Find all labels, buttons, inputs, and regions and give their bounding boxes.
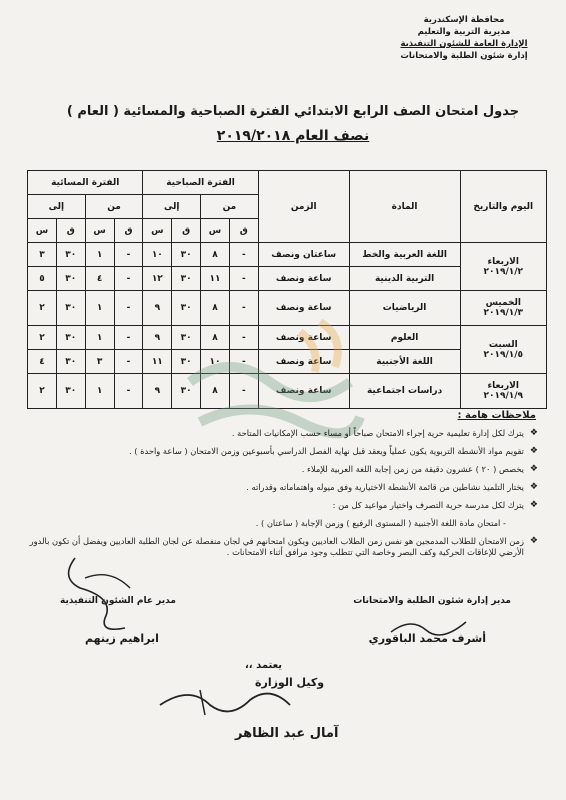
morning-to-hour: ١٢ <box>143 267 172 291</box>
ministry-header <box>384 14 544 62</box>
dash-bullet-icon: - <box>500 518 506 528</box>
header-line: إدارة شئون الطلبة والامتحانات <box>400 51 528 61</box>
header-hour: س <box>28 219 57 243</box>
note-text: يختار التلميذ نشاطين من قائمة الأنشطة الاختيارية وفق ميوله واهتماماته وقدراته . <box>246 482 524 492</box>
morning-from-hour: ٨ <box>201 374 230 409</box>
morning-to-min: ٣٠ <box>172 243 201 267</box>
day-date-cell <box>460 291 546 326</box>
note-text: يترك لكل مدرسة حرية التصرف واختيار مواعيد كل من : <box>332 500 524 510</box>
morning-to-min: ٣٠ <box>172 350 201 374</box>
diamond-bullet-icon: ❖ <box>529 446 538 456</box>
right-signer-name: أشرف محمد الباقوري <box>368 632 486 645</box>
evening-to-min: ٣٠ <box>56 267 85 291</box>
header-line: محافظة الإسكندرية <box>423 15 505 25</box>
morning-to-min: ٣٠ <box>172 267 201 291</box>
evening-from-min: - <box>114 374 143 409</box>
morning-from-min: - <box>229 243 258 267</box>
evening-from-hour: ٣ <box>85 350 114 374</box>
morning-from-hour: ١١ <box>201 267 230 291</box>
day-name: الاربعاء <box>487 381 519 391</box>
header-subject: المادة <box>349 171 460 243</box>
note-item <box>28 500 538 511</box>
morning-to-hour: ٩ <box>143 374 172 409</box>
duration-cell: ساعة ونصف <box>258 291 349 326</box>
duration-cell: ساعة ونصف <box>258 267 349 291</box>
day-date-cell <box>460 374 546 409</box>
subject-cell: دراسات اجتماعية <box>349 374 460 409</box>
subject-cell: التربية الدينية <box>349 267 460 291</box>
header-line: الإدارة العامة للشئون التنفيذية <box>400 39 528 49</box>
right-signer-title: مدير إدارة شئون الطلبة والامتحانات <box>353 596 511 606</box>
left-signature-scribble <box>55 548 165 638</box>
subject-cell: الرياضيات <box>349 291 460 326</box>
evening-from-hour: ٤ <box>85 267 114 291</box>
evening-to-min: ٣٠ <box>56 374 85 409</box>
evening-to-min: ٣٠ <box>56 350 85 374</box>
header-evening: الفترة المسائية <box>28 171 143 195</box>
approved-label: يعتمد ،، <box>245 660 283 671</box>
left-signer-name: ابراهيم زينهم <box>85 632 159 645</box>
diamond-bullet-icon: ❖ <box>529 428 538 438</box>
evening-from-min: - <box>114 291 143 326</box>
note-item <box>28 482 538 493</box>
header-hour: س <box>85 219 114 243</box>
morning-from-min: - <box>229 291 258 326</box>
note-subitem <box>28 518 538 529</box>
header-minute: ق <box>114 219 143 243</box>
diamond-bullet-icon: ❖ <box>529 500 538 510</box>
evening-from-hour: ١ <box>85 374 114 409</box>
header-from: من <box>201 195 259 219</box>
morning-from-min: - <box>229 350 258 374</box>
duration-cell: ساعة ونصف <box>258 350 349 374</box>
evening-from-min: - <box>114 326 143 350</box>
evening-to-min: ٣٠ <box>56 326 85 350</box>
table-row <box>28 243 547 267</box>
evening-from-min: - <box>114 267 143 291</box>
note-item <box>28 446 538 457</box>
day-date-cell <box>460 243 546 291</box>
note-item <box>28 464 538 475</box>
evening-to-hour: ٣ <box>28 243 57 267</box>
morning-to-hour: ٩ <box>143 326 172 350</box>
document-subtitle: نصف العام ٢٠١٩/٢٠١٨ <box>216 128 370 144</box>
morning-to-min: ٣٠ <box>172 326 201 350</box>
header-minute: ق <box>172 219 201 243</box>
diamond-bullet-icon: ❖ <box>529 482 538 492</box>
diamond-bullet-icon: ❖ <box>529 464 538 474</box>
evening-from-hour: ١ <box>85 243 114 267</box>
header-from: من <box>85 195 143 219</box>
header-minute: ق <box>56 219 85 243</box>
header-line: مديرية التربية والتعليم <box>417 27 511 37</box>
morning-to-hour: ١١ <box>143 350 172 374</box>
duration-cell: ساعة ونصف <box>258 326 349 350</box>
document-title: جدول امتحان الصف الرابع الابتدائي الفترة الصباحية والمسائية ( العام ) <box>66 104 520 119</box>
date-value: ٢٠١٩/١/٢ <box>483 266 524 277</box>
morning-from-min: - <box>229 267 258 291</box>
note-text: يخصص ( ٢٠ ) عشرون دقيقة من زمن إجابة اللغة العربية للإملاء . <box>301 464 524 474</box>
evening-to-min: ٣٠ <box>56 291 85 326</box>
duration-cell: ساعتان ونصف <box>258 243 349 267</box>
evening-to-hour: ٢ <box>28 374 57 409</box>
morning-from-min: - <box>229 374 258 409</box>
note-text: تقويم مواد الأنشطة التربوية يكون عملياً ويعقد قبل نهاية الفصل الدراسي بأسبوعين وزمن الامتحان ( ساعة واحدة ) . <box>128 446 524 456</box>
date-value: ٢٠١٩/١/٩ <box>483 391 524 401</box>
header-minute: ق <box>229 219 258 243</box>
morning-from-hour: ١٠ <box>201 350 230 374</box>
morning-to-min: ٣٠ <box>172 374 201 409</box>
diamond-bullet-icon: ❖ <box>529 536 538 546</box>
evening-to-hour: ٥ <box>28 267 57 291</box>
day-date-cell <box>460 326 546 374</box>
deputy-name: آمال عبد الظاهر <box>235 726 339 741</box>
note-item <box>28 428 538 439</box>
morning-from-hour: ٨ <box>201 291 230 326</box>
header-hour: س <box>201 219 230 243</box>
date-value: ٢٠١٩/١/٥ <box>483 349 524 360</box>
evening-to-hour: ٢ <box>28 326 57 350</box>
notes-list <box>28 428 538 565</box>
subject-cell: اللغة العربية والخط <box>349 243 460 267</box>
deputy-title: وكيل الوزارة <box>255 676 325 689</box>
evening-to-min: ٣٠ <box>56 243 85 267</box>
evening-from-hour: ١ <box>85 326 114 350</box>
evening-to-hour: ٢ <box>28 291 57 326</box>
subject-cell: اللغة الأجنبية <box>349 350 460 374</box>
subject-cell: العلوم <box>349 326 460 350</box>
note-text: امتحان مادة اللغة الأجنبية ( المستوى الرفيع ) وزمن الإجابة ( ساعتان ) . <box>255 518 501 528</box>
note-text: زمن الامتحان للطلاب المدمجين هو نفس زمن الطلاب العاديين ويكون امتحانهم في لجان منفصلة عن لجان الطلبة العاديين ويفضل أن تكون بالدور الأرضي للإعاقات الحركية وكف البصر وخاصة التي تتطلب وجود مرافق أثناء الامتحانات . <box>29 536 524 557</box>
header-to: إلى <box>28 195 86 219</box>
evening-from-min: - <box>114 350 143 374</box>
header-hour: س <box>143 219 172 243</box>
day-name: الاربعاء <box>487 256 519 267</box>
deputy-signature-scribble <box>150 675 300 725</box>
morning-to-hour: ١٠ <box>143 243 172 267</box>
morning-from-hour: ٨ <box>201 326 230 350</box>
header-to: إلى <box>143 195 201 219</box>
evening-from-min: - <box>114 243 143 267</box>
note-text: يترك لكل إدارة تعليمية حرية إجراء الامتحان صباحاً أو مساء حسب الإمكانيات المتاحة . <box>231 428 524 438</box>
duration-cell: ساعة ونصف <box>258 374 349 409</box>
morning-to-hour: ٩ <box>143 291 172 326</box>
evening-from-hour: ١ <box>85 291 114 326</box>
notes-title: ملاحظات هامة : <box>457 410 536 421</box>
morning-from-min: - <box>229 326 258 350</box>
morning-to-min: ٣٠ <box>172 291 201 326</box>
day-name: الخميس <box>485 298 521 308</box>
left-signer-title: مدير عام الشئون التنفيذية <box>60 596 176 606</box>
day-name: السبت <box>488 339 518 350</box>
header-morning: الفترة الصباحية <box>143 171 258 195</box>
morning-from-hour: ٨ <box>201 243 230 267</box>
date-value: ٢٠١٩/١/٣ <box>483 308 524 318</box>
header-day-date: اليوم والتاريخ <box>460 171 546 243</box>
evening-to-hour: ٤ <box>28 350 57 374</box>
header-duration: الزمن <box>258 171 349 243</box>
watermark-logo <box>170 312 370 442</box>
